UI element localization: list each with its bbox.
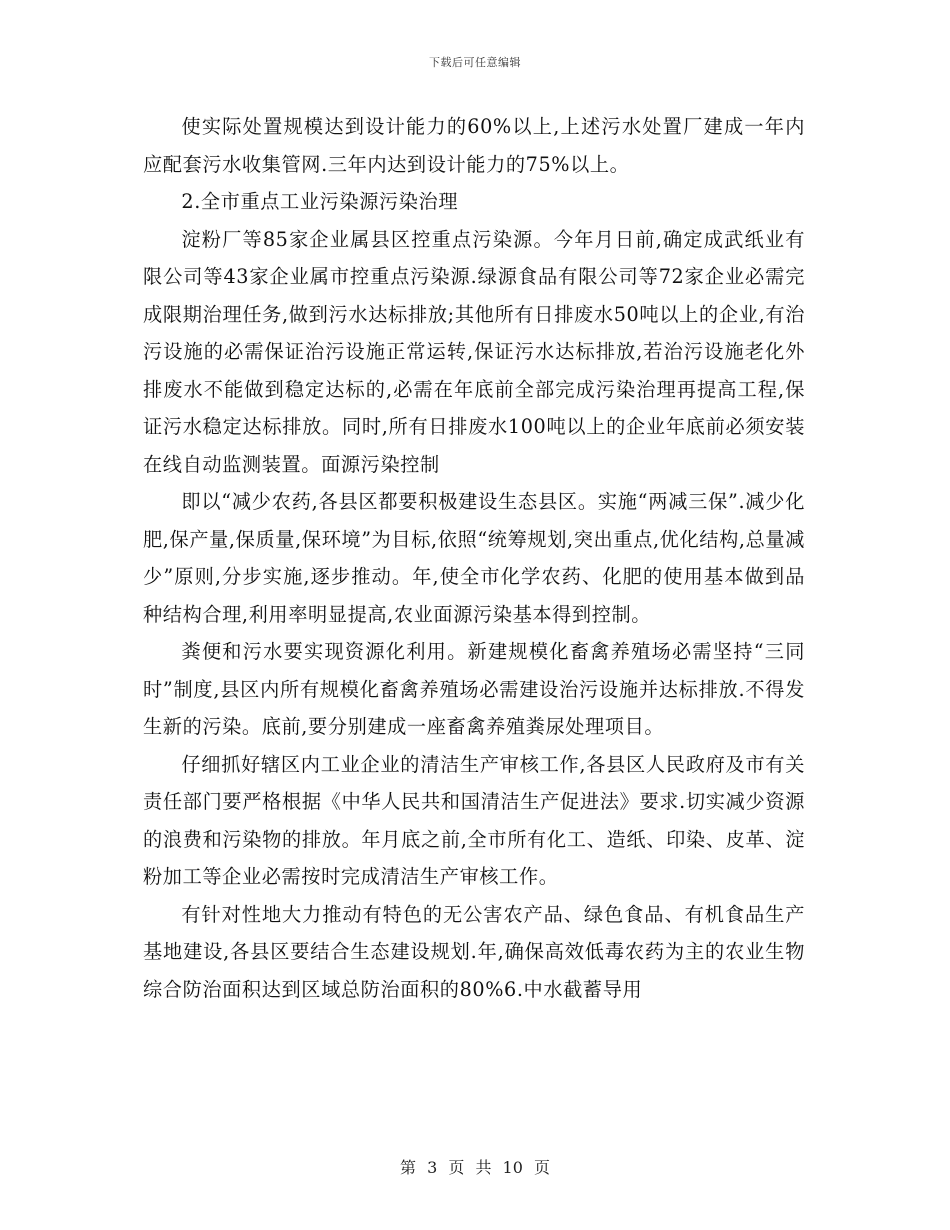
paragraph: 仔细抓好辖区内工业企业的清洁生产审核工作,各县区人民政府及市有关责任部门要严格根据《中华人民共和国清洁生产促进法》要求.切实减少资源的浪费和污染物的排放。年月底之前,全市所有化工、造纸、印染、皮革、淀粉加工等企业必需按时完成清洁生产审核工作。 <box>143 752 805 888</box>
paragraph: 有针对性地大力推动有特色的无公害农产品、绿色食品、有机食品生产基地建设,各县区要结合生态建设规划.年,确保高效低毒农药为主的农业生物综合防治面积达到区域总防治面积的80%6.中水截蓄导用 <box>143 902 805 1001</box>
paragraph: 使实际处置规模达到设计能力的60%以上,上述污水处置厂建成一年内应配套污水收集管网.三年内达到设计能力的75%以上。 <box>143 115 805 176</box>
section-heading: 2.全市重点工业污染源污染治理 <box>181 190 459 213</box>
paragraph: 即以“减少农药,各县区都要积极建设生态县区。实施“两减三保”.减少化肥,保产量,保质量,保环境”为目标,依照“统筹规划,突出重点,优化结构,总量减少”原则,分步实施,逐步推动。年,使全市化学农药、化肥的使用基本做到品种结构合理,利用率明显提高,农业面源污染基本得到控制。 <box>143 490 805 626</box>
paragraph: 粪便和污水要实现资源化利用。新建规模化畜禽养殖场必需坚持“三同时”制度,县区内所有规模化畜禽养殖场必需建设治污设施并达标排放.不得发生新的污染。底前,要分别建成一座畜禽养殖粪尿处理项目。 <box>143 640 805 738</box>
document-body <box>143 108 805 1008</box>
page-header: 下载后可任意编辑 <box>429 56 521 69</box>
paragraph: 淀粉厂等85家企业属县区控重点污染源。今年月日前,确定成武纸业有限公司等43家企业属市控重点污染源.绿源食品有限公司等72家企业必需完成限期治理任务,做到污水达标排放;其他所有日排废水50吨以上的企业,有治污设施的必需保证治污设施正常运转,保证污水达标排放,若治污设施老化外排废水不能做到稳定达标的,必需在年底前全部完成污染治理再提高工程,保证污水稳定达标排放。同时,所有日排废水100吨以上的企业年底前必须安装在线自动监测装置。面源污染控制 <box>143 227 805 476</box>
page-number-footer: 第 3 页 共 10 页 <box>400 1158 550 1177</box>
